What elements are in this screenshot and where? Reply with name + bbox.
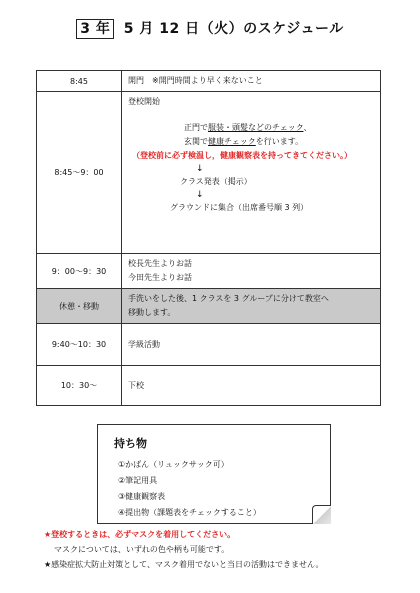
- grade-label: 3 年: [76, 19, 114, 39]
- check-line-2: [128, 135, 374, 149]
- table-row: [37, 366, 381, 406]
- activity-cell: [122, 92, 381, 254]
- belongings-box: [97, 424, 331, 524]
- list-item: ③健康観察表: [118, 492, 166, 501]
- activity-cell: [122, 366, 381, 406]
- list-item: ①かばん（リュックサック可）: [118, 460, 229, 469]
- time-cell: 9:40〜10：30: [37, 324, 122, 366]
- infection-note: ★感染症拡大防止対策として、マスク着用でないと当日の活動はできません。: [44, 560, 324, 569]
- step-gather-ground: グラウンドに集合（出席番号順 3 列）: [170, 203, 309, 212]
- table-row: [37, 71, 381, 92]
- check-text: 、: [303, 123, 312, 132]
- belongings-heading: 持ち物: [114, 437, 147, 450]
- activity-line: 学級活動: [128, 339, 160, 349]
- check-text: 玄関で: [184, 137, 208, 146]
- activity-line: 校長先生よりお話: [128, 259, 192, 268]
- activity-line: 開門 ※開門時間より早く来ないこと: [128, 76, 263, 85]
- activity-cell: [122, 254, 381, 289]
- activity-line: 手洗いをした後、1 クラスを 3 グループに分けて教室へ: [128, 294, 329, 303]
- list-item: ④提出物（課題表をチェックすること）: [118, 508, 261, 517]
- table-row: [37, 254, 381, 289]
- time-cell: 10：30〜: [37, 366, 122, 406]
- check-underlined: 健康チェック: [208, 137, 256, 146]
- table-row: [37, 324, 381, 366]
- activity-line: 登校開始: [128, 97, 160, 106]
- mask-warning: ★登校するときは、必ずマスクを着用してください。: [44, 530, 236, 539]
- activity-cell: [122, 289, 381, 324]
- check-text: 正門で: [184, 123, 208, 132]
- activity-line: 移動します。: [128, 308, 176, 317]
- mask-detail: マスクについては、いずれの色や柄も可能です。: [54, 545, 230, 554]
- check-line-1: [128, 121, 374, 135]
- check-underlined: 服装・頭髪などのチェック: [208, 123, 304, 132]
- list-item: ②筆記用具: [118, 476, 158, 485]
- activity-line: 今田先生よりお話: [128, 273, 192, 282]
- step-class-announcement: クラス発表（掲示）: [180, 177, 252, 186]
- arrow-down-icon: ↓: [196, 190, 204, 200]
- notes-section: [44, 527, 324, 572]
- page-title: [0, 18, 420, 39]
- time-cell: 8:45〜9：00: [37, 92, 122, 254]
- date-title: 5 月 12 日（火）のスケジュール: [123, 21, 344, 37]
- activity-line: 下校: [128, 380, 144, 390]
- time-cell: 8:45: [37, 71, 122, 92]
- arrow-down-icon: ↓: [196, 164, 204, 174]
- activity-cell: [122, 324, 381, 366]
- time-cell: 9：00〜9：30: [37, 254, 122, 289]
- health-warning: （登校前に必ず検温し，健康観察表を持ってきてください。）: [132, 151, 352, 160]
- schedule-table: [36, 70, 381, 406]
- belongings-list: [118, 457, 261, 521]
- activity-cell: [122, 71, 381, 92]
- table-row: [37, 289, 381, 324]
- time-cell: 休憩・移動: [37, 289, 122, 324]
- check-text: を行います。: [255, 137, 304, 146]
- table-row: [37, 92, 381, 254]
- folded-corner-icon: [312, 505, 331, 524]
